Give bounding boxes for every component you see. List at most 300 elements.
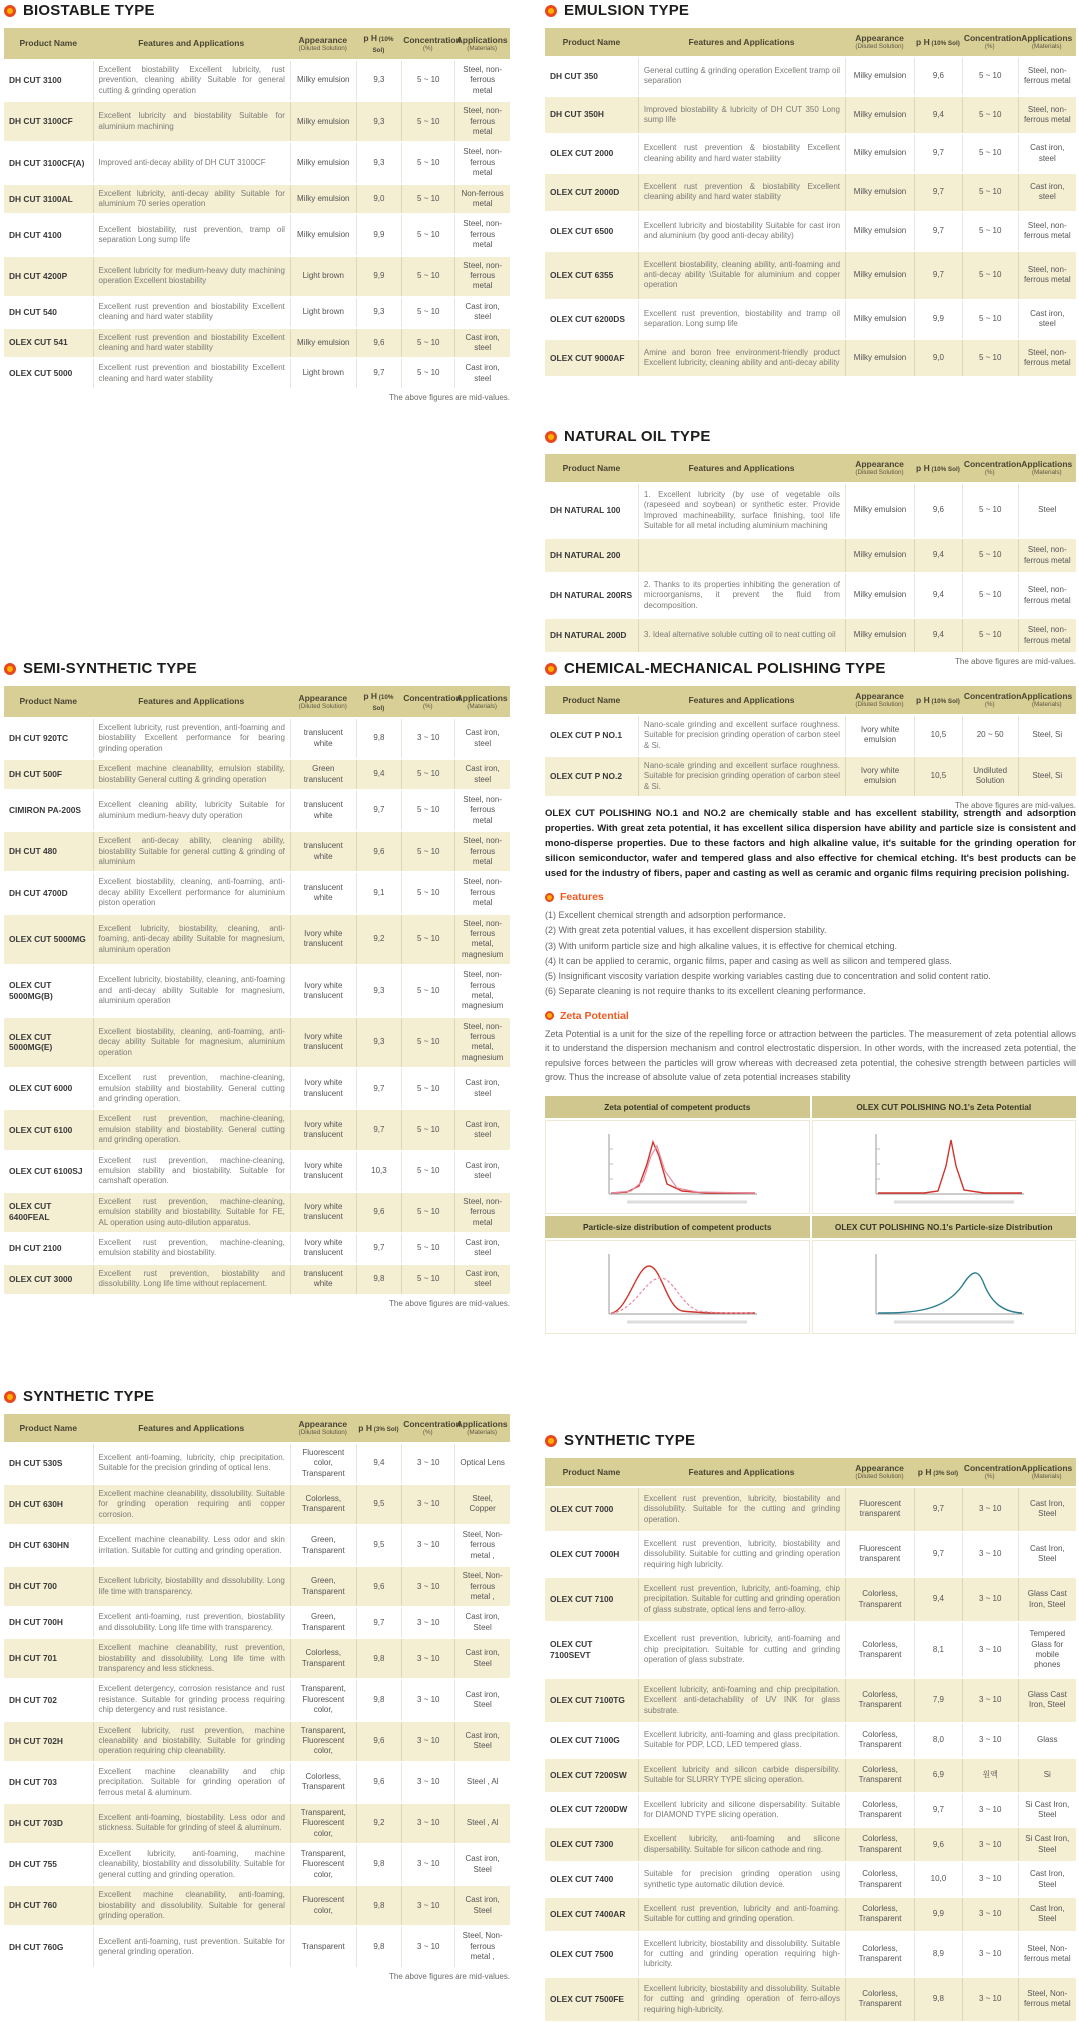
particle-chart-competent-svg	[587, 1246, 767, 1328]
product-name-cell: DH NATURAL 200RS	[545, 574, 638, 617]
ph-cell: 9,6	[914, 484, 962, 538]
table-row	[4, 1639, 510, 1678]
applications-cell: Cast Iron, Steel	[1018, 1863, 1076, 1896]
applications-cell: Cast iron, steel	[454, 760, 510, 789]
zeta-no1-chart	[812, 1120, 1077, 1214]
ph-cell: 10,0	[914, 1863, 962, 1896]
appearance-cell: Colorless, Transparent	[290, 1639, 356, 1678]
concentration-cell: 5 ~ 10	[401, 760, 454, 789]
ph-cell: 9,3	[356, 102, 402, 141]
appearance-cell: Milky emulsion	[290, 61, 356, 100]
synthetic-left-table	[4, 1412, 510, 1969]
table-row	[545, 1898, 1076, 1931]
ph-cell: 8,0	[914, 1724, 962, 1757]
features-cell: Excellent rust prevention & biostability Excellent cleaning ability and hard water stability	[638, 174, 845, 211]
features-cell: Excellent lubricity and silicone dispersability. Suitable for DIAMOND TYPE slicing operation.	[638, 1794, 845, 1827]
section-bullet-icon	[545, 431, 557, 443]
appearance-cell: Colorless, Transparent	[845, 1898, 914, 1931]
table-row	[545, 1488, 1076, 1531]
table-row	[4, 760, 510, 789]
ph-cell: 9,6	[356, 1722, 402, 1761]
product-name-cell: OLEX CUT 6100	[4, 1110, 93, 1149]
concentration-cell: 5 ~ 10	[962, 484, 1018, 538]
product-name-cell: OLEX CUT P NO.2	[545, 757, 638, 796]
appearance-cell: Milky emulsion	[845, 484, 914, 538]
applications-cell: Optical Lens	[454, 1444, 510, 1483]
column-header: Concentration (%)	[401, 1414, 454, 1442]
section-synthetic-type-right	[545, 1432, 1076, 2023]
concentration-cell: 5 ~ 10	[401, 185, 454, 214]
applications-cell: Steel, non-ferrous metal	[1018, 574, 1076, 617]
concentration-cell: 3 ~ 10	[962, 1578, 1018, 1621]
product-name-cell: OLEX CUT 5000MG	[4, 915, 93, 965]
column-header: Features and Applications	[93, 1414, 290, 1442]
ph-cell: 8,9	[914, 1933, 962, 1976]
panel-title-zeta-no1: OLEX CUT POLISHING NO.1's Zeta Potential	[812, 1096, 1077, 1118]
column-header: Product Name	[545, 28, 638, 56]
feature-item: (6) Separate cleaning is not require thanks to its excellent cleaning performance.	[545, 986, 866, 997]
ph-cell: 6,9	[914, 1759, 962, 1792]
section-semi-synthetic-type	[4, 660, 510, 1308]
applications-cell: Tempered Glass for mobile phones	[1018, 1623, 1076, 1677]
applications-cell: Cast iron, steel	[454, 329, 510, 358]
applications-cell: Steel, non-ferrous metal	[1018, 58, 1076, 95]
table-row	[4, 298, 510, 327]
ph-cell: 9,4	[914, 97, 962, 134]
appearance-cell: Transparent, Fluorescent color,	[290, 1804, 356, 1843]
section-bullet-icon	[545, 1435, 557, 1447]
polishing-info-block	[545, 806, 1076, 1334]
applications-cell: Steel, non-ferrous metal	[454, 832, 510, 871]
mid-values-note: The above figures are mid-values.	[955, 801, 1076, 811]
table-row	[545, 1933, 1076, 1976]
applications-cell: Steel, non-ferrous metal	[1018, 539, 1076, 572]
column-header: Concentration (%)	[401, 686, 454, 717]
applications-cell: Cast iron, Steel	[454, 1886, 510, 1925]
table-row	[545, 1623, 1076, 1677]
product-name-cell: OLEX CUT 7000	[545, 1488, 638, 1531]
appearance-cell: Colorless, Transparent	[845, 1794, 914, 1827]
ph-cell: 9,6	[356, 329, 402, 358]
applications-cell: Steel, non-ferrous metal	[1018, 340, 1076, 377]
applications-cell: Steel , Al	[454, 1763, 510, 1802]
concentration-cell: 3 ~ 10	[401, 719, 454, 758]
ph-cell: 9,2	[356, 1804, 402, 1843]
applications-cell: Si Cast Iron, Steel	[1018, 1828, 1076, 1861]
section-header	[545, 2, 1076, 19]
table-row	[4, 1485, 510, 1524]
product-name-cell: OLEX CUT 7000H	[545, 1533, 638, 1576]
product-name-cell: OLEX CUT 6000	[4, 1069, 93, 1108]
product-name-cell: DH CUT 540	[4, 298, 93, 327]
features-cell: Excellent rust prevention, biostability and tramp oil separation. Long sump life	[638, 301, 845, 338]
emulsion-table	[545, 26, 1076, 378]
product-name-cell: DH CUT 3100	[4, 61, 93, 100]
features-cell: Excellent anti-decay ability, cleaning ability, biostability Suitable for general cutting & grinding of aluminium	[93, 832, 290, 871]
product-name-cell: DH CUT 4700D	[4, 873, 93, 912]
ph-cell: 8,1	[914, 1623, 962, 1677]
section-synthetic-type-left	[4, 1388, 510, 1981]
section-header	[545, 660, 1076, 677]
column-header: p H (3% Sol)	[914, 1458, 962, 1486]
features-cell: Nano-scale grinding and excellent surface roughness. Suitable for precision grinding operation of carbon steel & Si.	[638, 757, 845, 796]
polishing-intro-paragraph: OLEX CUT POLISHING NO.1 and NO.2 are chemically stable and has excellent stability, strength and adsorption properties. With great zeta potential, it has excellent silica dispersion have ability and particle size is consistent and mono-disperse properties. Due to these factors and high alkaline value, it's suitable for the grinding operation for silicon semiconductor, wafer and tempered glass and also effective for chemical etching. It's best products can be used for the industry of fibers, paper and casting as well as ceramic and organic films requiring precision polishing.	[545, 808, 1076, 879]
mid-values-note: The above figures are mid-values.	[389, 1971, 510, 1981]
ph-cell: 9,8	[356, 1265, 402, 1294]
cmp-table	[545, 684, 1076, 798]
product-name-cell: DH CUT 702H	[4, 1722, 93, 1761]
applications-cell: Cast iron, Steel	[454, 1639, 510, 1678]
product-name-cell: OLEX CUT 7500	[545, 1933, 638, 1976]
concentration-cell: 3 ~ 10	[401, 1639, 454, 1678]
applications-cell: Steel, Copper	[454, 1485, 510, 1524]
ph-cell: 9,4	[356, 760, 402, 789]
features-cell: Excellent rust prevention, machine-cleaning, emulsion stability and biostability. Suitable for camshaft operation.	[93, 1152, 290, 1191]
particle-no1-chart	[812, 1240, 1077, 1334]
applications-cell: Steel, Si	[1018, 716, 1076, 755]
table-row	[4, 359, 510, 388]
features-cell	[638, 539, 845, 572]
table-row	[4, 791, 510, 830]
ph-cell: 9,9	[356, 257, 402, 296]
zeta-potential-paragraph: Zeta Potential is a unit for the size of the repelling force or attraction between the particles. The measurement of zeta potential allows it to understand the dispersion mechanism and control electrostatic dispersion. In other words, with the increased zeta potential, the repulsive forces between the particles will grow whereas with decreased zeta potential, the cohesive strength between particles will grow. Thus the increase of absolute value of zeta potential increases stability	[545, 1028, 1076, 1082]
appearance-cell: translucent white	[290, 873, 356, 912]
column-header: Appearance (Diluted Solution)	[845, 454, 914, 482]
product-name-cell: OLEX CUT 5000MG(E)	[4, 1018, 93, 1068]
features-cell: Excellent rust prevention, lubricity, anti-foaming, chip precipitation. Suitable for cutting and grinding operation of glass substrate, optical lens and ferro-alloy.	[638, 1578, 845, 1621]
table-row	[4, 61, 510, 100]
zeta-potential-header	[545, 1010, 1076, 1022]
column-header: Appearance (Diluted Solution)	[290, 1414, 356, 1442]
applications-cell: Cast iron, Steel	[454, 1680, 510, 1719]
appearance-cell: Ivory white translucent	[290, 1018, 356, 1068]
column-header: Appearance (Diluted Solution)	[845, 686, 914, 714]
applications-cell: Steel, non-ferrous metal	[454, 215, 510, 254]
ph-cell: 9,3	[356, 966, 402, 1016]
appearance-cell: Fluorescent color,	[290, 1886, 356, 1925]
table-row	[4, 1680, 510, 1719]
concentration-cell: 3 ~ 10	[401, 1485, 454, 1524]
product-name-cell: DH CUT 920TC	[4, 719, 93, 758]
appearance-cell: Milky emulsion	[845, 301, 914, 338]
section-bullet-icon	[4, 663, 16, 675]
table-row	[4, 1886, 510, 1925]
features-cell: Excellent biostability, cleaning ability, anti-foaming and anti-decay ability \Suitable for aluminium and copper operation	[638, 252, 845, 299]
product-name-cell: DH CUT 703	[4, 1763, 93, 1802]
features-cell: Excellent lubricity, anti-foaming, machine cleanability, biostability and dissolubility. Suitable for general cutting and grinding operation.	[93, 1845, 290, 1884]
appearance-cell: Light brown	[290, 257, 356, 296]
ph-cell: 9,7	[914, 135, 962, 172]
column-header: p H (10% Sol)	[914, 28, 962, 56]
appearance-cell: Milky emulsion	[845, 58, 914, 95]
features-cell: Excellent rust prevention and biostability Excellent cleaning and hard water stability	[93, 298, 290, 327]
mid-values-note: The above figures are mid-values.	[389, 393, 510, 403]
product-name-cell: OLEX CUT 6100SJ	[4, 1152, 93, 1191]
concentration-cell: 5 ~ 10	[962, 574, 1018, 617]
product-name-cell: DH CUT 500F	[4, 760, 93, 789]
features-cell: 3. Ideal alternative soluble cutting oil to neat cutting oil	[638, 619, 845, 652]
ph-cell: 9,7	[356, 791, 402, 830]
section-header	[4, 2, 510, 19]
applications-cell: Steel, non-ferrous metal	[454, 873, 510, 912]
table-row	[545, 1794, 1076, 1827]
features-cell: Excellent biostability, cleaning, anti-foaming, anti-decay ability Excellent performance for aluminium piston operation	[93, 873, 290, 912]
features-cell: Excellent cleaning ability, lubricity Suitable for aluminium medium-heavy duty operation	[93, 791, 290, 830]
particle-chart-no1-svg	[854, 1246, 1034, 1328]
panel-title-particle-competent: Particle-size distribution of competent products	[545, 1216, 810, 1238]
product-name-cell: OLEX CUT 7200SW	[545, 1759, 638, 1792]
appearance-cell: Fluorescent transparent	[845, 1533, 914, 1576]
product-name-cell: DH CUT 701	[4, 1639, 93, 1678]
column-header: Concentration (%)	[962, 686, 1018, 714]
table-row	[545, 135, 1076, 172]
product-name-cell: OLEX CUT 541	[4, 329, 93, 358]
features-cell: Excellent biostability, rust prevention, tramp oil separation Long sump life	[93, 215, 290, 254]
table-row	[4, 719, 510, 758]
applications-cell: Cast iron, steel	[1018, 135, 1076, 172]
appearance-cell: Green, Transparent	[290, 1526, 356, 1565]
table-row	[545, 252, 1076, 299]
product-name-cell: OLEX CUT 7100SEVT	[545, 1623, 638, 1677]
applications-cell: Glass Cast Iron, Steel	[1018, 1578, 1076, 1621]
applications-cell: Steel, non-ferrous metal	[1018, 97, 1076, 134]
ph-cell: 10,3	[356, 1152, 402, 1191]
applications-cell: Cast iron, steel	[1018, 301, 1076, 338]
table-row	[4, 1193, 510, 1232]
concentration-cell: 5 ~ 10	[401, 215, 454, 254]
table-row	[545, 539, 1076, 572]
product-name-cell: DH NATURAL 200D	[545, 619, 638, 652]
concentration-cell: 3 ~ 10	[962, 1623, 1018, 1677]
product-name-cell: OLEX CUT 5000	[4, 359, 93, 388]
features-cell: Improved biostability & lubricity of DH CUT 350 Long sump life	[638, 97, 845, 134]
concentration-cell: 5 ~ 10	[401, 298, 454, 327]
features-cell: 2. Thanks to its properties inhibiting the generation of microorganisms, it prevent the fluid from decomposition.	[638, 574, 845, 617]
concentration-cell: 5 ~ 10	[401, 329, 454, 358]
table-row	[545, 716, 1076, 755]
features-cell: Excellent rust prevention and biostability Excellent cleaning and hard water stability	[93, 359, 290, 388]
table-row	[4, 257, 510, 296]
table-row	[4, 1845, 510, 1884]
applications-cell: Non-ferrous metal	[454, 185, 510, 214]
particle-competent-chart	[545, 1240, 810, 1334]
concentration-cell: 5 ~ 10	[401, 1018, 454, 1068]
column-header: Concentration (%)	[962, 454, 1018, 482]
concentration-cell: 3 ~ 10	[962, 1724, 1018, 1757]
table-row	[545, 1679, 1076, 1722]
table-header-row	[4, 1414, 510, 1442]
product-name-cell: DH CUT 755	[4, 1845, 93, 1884]
section-header	[545, 428, 1076, 445]
section-cmp-type	[545, 660, 1076, 810]
column-header: Product Name	[4, 28, 93, 59]
ph-cell: 9,8	[356, 1886, 402, 1925]
ph-cell: 9,9	[356, 215, 402, 254]
applications-cell: Steel, Non-ferrous metal ,	[454, 1927, 510, 1966]
section-biostable-type	[4, 2, 510, 402]
appearance-cell: Colorless, Transparent	[845, 1724, 914, 1757]
feature-item: (1) Excellent chemical strength and adsorption performance.	[545, 910, 786, 920]
table-row	[4, 185, 510, 214]
applications-cell: Cast iron, steel	[454, 719, 510, 758]
appearance-cell: translucent white	[290, 832, 356, 871]
applications-cell: Steel, non-ferrous metal	[454, 61, 510, 100]
panel-title-zeta-competent: Zeta potential of competent products	[545, 1096, 810, 1118]
zeta-competent-chart	[545, 1120, 810, 1214]
ph-cell: 9,8	[356, 1680, 402, 1719]
appearance-cell: Milky emulsion	[290, 185, 356, 214]
product-name-cell: OLEX CUT 7300	[545, 1828, 638, 1861]
features-cell: Excellent rust prevention, machine-cleaning, emulsion stability and biostability. Suitable for FE, AL operation using auto-dilution apparatus.	[93, 1193, 290, 1232]
product-name-cell: DH CUT 350	[545, 58, 638, 95]
column-header: Features and Applications	[638, 454, 845, 482]
concentration-cell: 3 ~ 10	[962, 1933, 1018, 1976]
ph-cell: 9,7	[356, 1069, 402, 1108]
concentration-cell: 20 ~ 50	[962, 716, 1018, 755]
features-cell: Excellent detergency, corrosion resistance and rust resistance. Suitable for grinding process requiring chip detergency and rust resistance.	[93, 1680, 290, 1719]
applications-cell: Steel, non-ferrous metal, magnesium	[454, 966, 510, 1016]
appearance-cell: Colorless, Transparent	[845, 1978, 914, 2021]
applications-cell: Cast Iron, Steel	[1018, 1898, 1076, 1931]
column-header: p H (10% Sol)	[356, 686, 402, 717]
concentration-cell: 3 ~ 10	[401, 1886, 454, 1925]
table-row	[545, 1863, 1076, 1896]
appearance-cell: Colorless, Transparent	[845, 1679, 914, 1722]
features-cell: Excellent rust prevention & biostability Excellent cleaning ability and hard water stability	[638, 135, 845, 172]
product-name-cell: DH CUT 760	[4, 1886, 93, 1925]
table-header-row	[545, 686, 1076, 714]
concentration-cell: 3 ~ 10	[401, 1608, 454, 1637]
appearance-cell: translucent white	[290, 1265, 356, 1294]
appearance-cell: Colorless, Transparent	[845, 1623, 914, 1677]
concentration-cell: 5 ~ 10	[962, 340, 1018, 377]
concentration-cell: 3 ~ 10	[401, 1567, 454, 1606]
concentration-cell: 5 ~ 10	[401, 143, 454, 182]
concentration-cell: 3 ~ 10	[962, 1828, 1018, 1861]
table-row	[545, 757, 1076, 796]
concentration-cell: 3 ~ 10	[401, 1845, 454, 1884]
ph-cell: 9,6	[356, 1567, 402, 1606]
table-row	[545, 1978, 1076, 2021]
product-name-cell: DH CUT 480	[4, 832, 93, 871]
table-row	[545, 1828, 1076, 1861]
features-cell: Excellent lubricity, biostability and dissolubility. Suitable for cutting and grinding operation of ferro-alloys requiring high-lubricity.	[638, 1978, 845, 2021]
applications-cell: Si Cast Iron, Steel	[1018, 1794, 1076, 1827]
appearance-cell: Milky emulsion	[845, 213, 914, 250]
applications-cell: Si	[1018, 1759, 1076, 1792]
applications-cell: Cast Iron, Steel	[1018, 1488, 1076, 1531]
features-cell: 1. Excellent lubricity (by use of vegetable oils (rapeseed and soybean) or synthetic ester. Provide Improved machineability, surface finishing, tool life Suitable for all metal including aluminium machining	[638, 484, 845, 538]
feature-item: (3) With uniform particle size and high alkaline values, it is effective for chemical etching.	[545, 940, 897, 951]
table-header-row	[545, 1458, 1076, 1486]
table-row	[4, 1567, 510, 1606]
table-row	[545, 340, 1076, 377]
ph-cell: 9,3	[356, 298, 402, 327]
features-cell: Excellent anti-foaming, rust prevention, biostability and dissolubility. Long life time with transparency.	[93, 1608, 290, 1637]
column-header: Product Name	[4, 686, 93, 717]
appearance-cell: Transparent, Fluorescent color,	[290, 1845, 356, 1884]
concentration-cell: 5 ~ 10	[401, 1234, 454, 1263]
product-name-cell: OLEX CUT 7100	[545, 1578, 638, 1621]
concentration-cell: 3 ~ 10	[962, 1679, 1018, 1722]
concentration-cell: 3 ~ 10	[401, 1444, 454, 1483]
applications-cell: Steel, non-ferrous metal, magnesium	[454, 1018, 510, 1068]
semi-synthetic-table	[4, 684, 510, 1296]
section-bullet-icon	[4, 1391, 16, 1403]
features-cell: Excellent machine cleanability and chip precipitation. Suitable for grinding operation of ferrous metal & aluminum.	[93, 1763, 290, 1802]
applications-cell: Steel, Non-ferrous metal ,	[454, 1526, 510, 1565]
synthetic-right-table	[545, 1456, 1076, 2023]
section-bullet-icon	[4, 5, 16, 17]
appearance-cell: Transparent	[290, 1927, 356, 1966]
concentration-cell: 5 ~ 10	[962, 97, 1018, 134]
ph-cell: 9,4	[356, 1444, 402, 1483]
product-name-cell: OLEX CUT 3000	[4, 1265, 93, 1294]
ph-cell: 9,8	[356, 1845, 402, 1884]
ph-cell: 9,7	[914, 1794, 962, 1827]
product-name-cell: DH CUT 700	[4, 1567, 93, 1606]
product-name-cell: OLEX CUT 6500	[545, 213, 638, 250]
section-emulsion-type	[545, 2, 1076, 378]
concentration-cell: 5 ~ 10	[401, 1152, 454, 1191]
features-cell: Excellent anti-foaming, lubricity, chip precipitation. Suitable for the precision grinding of optical lens.	[93, 1444, 290, 1483]
concentration-cell: 3 ~ 10	[962, 1978, 1018, 2021]
features-cell: Improved anti-decay ability of DH CUT 3100CF	[93, 143, 290, 182]
table-row	[4, 1069, 510, 1108]
applications-cell: Glass Cast Iron, Steel	[1018, 1679, 1076, 1722]
table-row	[4, 966, 510, 1016]
table-row	[545, 58, 1076, 95]
applications-cell: Steel, non-ferrous metal	[1018, 252, 1076, 299]
product-name-cell: DH CUT 2100	[4, 1234, 93, 1263]
features-cell: Excellent biostability Excellent lubricity, rust prevention, cleaning ability Suitable for general cutting & grinding operation	[93, 61, 290, 100]
product-name-cell: DH CUT 530S	[4, 1444, 93, 1483]
table-row	[545, 174, 1076, 211]
applications-cell: Steel, non-ferrous metal	[454, 102, 510, 141]
applications-cell: Steel , Al	[454, 1804, 510, 1843]
concentration-cell: 3 ~ 10	[401, 1526, 454, 1565]
concentration-cell: 3 ~ 10	[962, 1488, 1018, 1531]
table-header-row	[4, 28, 510, 59]
table-row	[4, 1526, 510, 1565]
applications-cell: Cast iron, steel	[454, 1265, 510, 1294]
concentration-cell: 5 ~ 10	[962, 174, 1018, 211]
concentration-cell: 3 ~ 10	[962, 1533, 1018, 1576]
table-row	[545, 484, 1076, 538]
section-bullet-icon	[545, 893, 554, 902]
concentration-cell: 3 ~ 10	[401, 1763, 454, 1802]
column-header: p H (10% Sol)	[914, 454, 962, 482]
features-cell: Suitable for precision grinding operation using synthetic type automatic dilution device.	[638, 1863, 845, 1896]
product-name-cell: DH CUT 350H	[545, 97, 638, 134]
features-cell: Excellent lubricity for medium-heavy duty machining operation Excellent biostability	[93, 257, 290, 296]
column-header: Applications (Materials)	[454, 28, 510, 59]
column-header: Features and Applications	[638, 686, 845, 714]
column-header: Features and Applications	[638, 1458, 845, 1486]
features-cell: Excellent lubricity, anti-foaming and silicone dispersability. Suitable for silicon cathode and ring.	[638, 1828, 845, 1861]
ph-cell: 10,5	[914, 757, 962, 796]
table-row	[4, 1152, 510, 1191]
applications-cell: Steel, non-ferrous metal	[454, 791, 510, 830]
ph-cell: 9,9	[914, 301, 962, 338]
section-title: EMULSION TYPE	[564, 2, 690, 19]
features-list	[545, 908, 1076, 1000]
concentration-cell: 5 ~ 10	[962, 135, 1018, 172]
concentration-cell: 5 ~ 10	[962, 301, 1018, 338]
applications-cell: Cast iron, Steel	[454, 1722, 510, 1761]
section-title: SEMI-SYNTHETIC TYPE	[23, 660, 197, 677]
table-header-row	[545, 28, 1076, 56]
